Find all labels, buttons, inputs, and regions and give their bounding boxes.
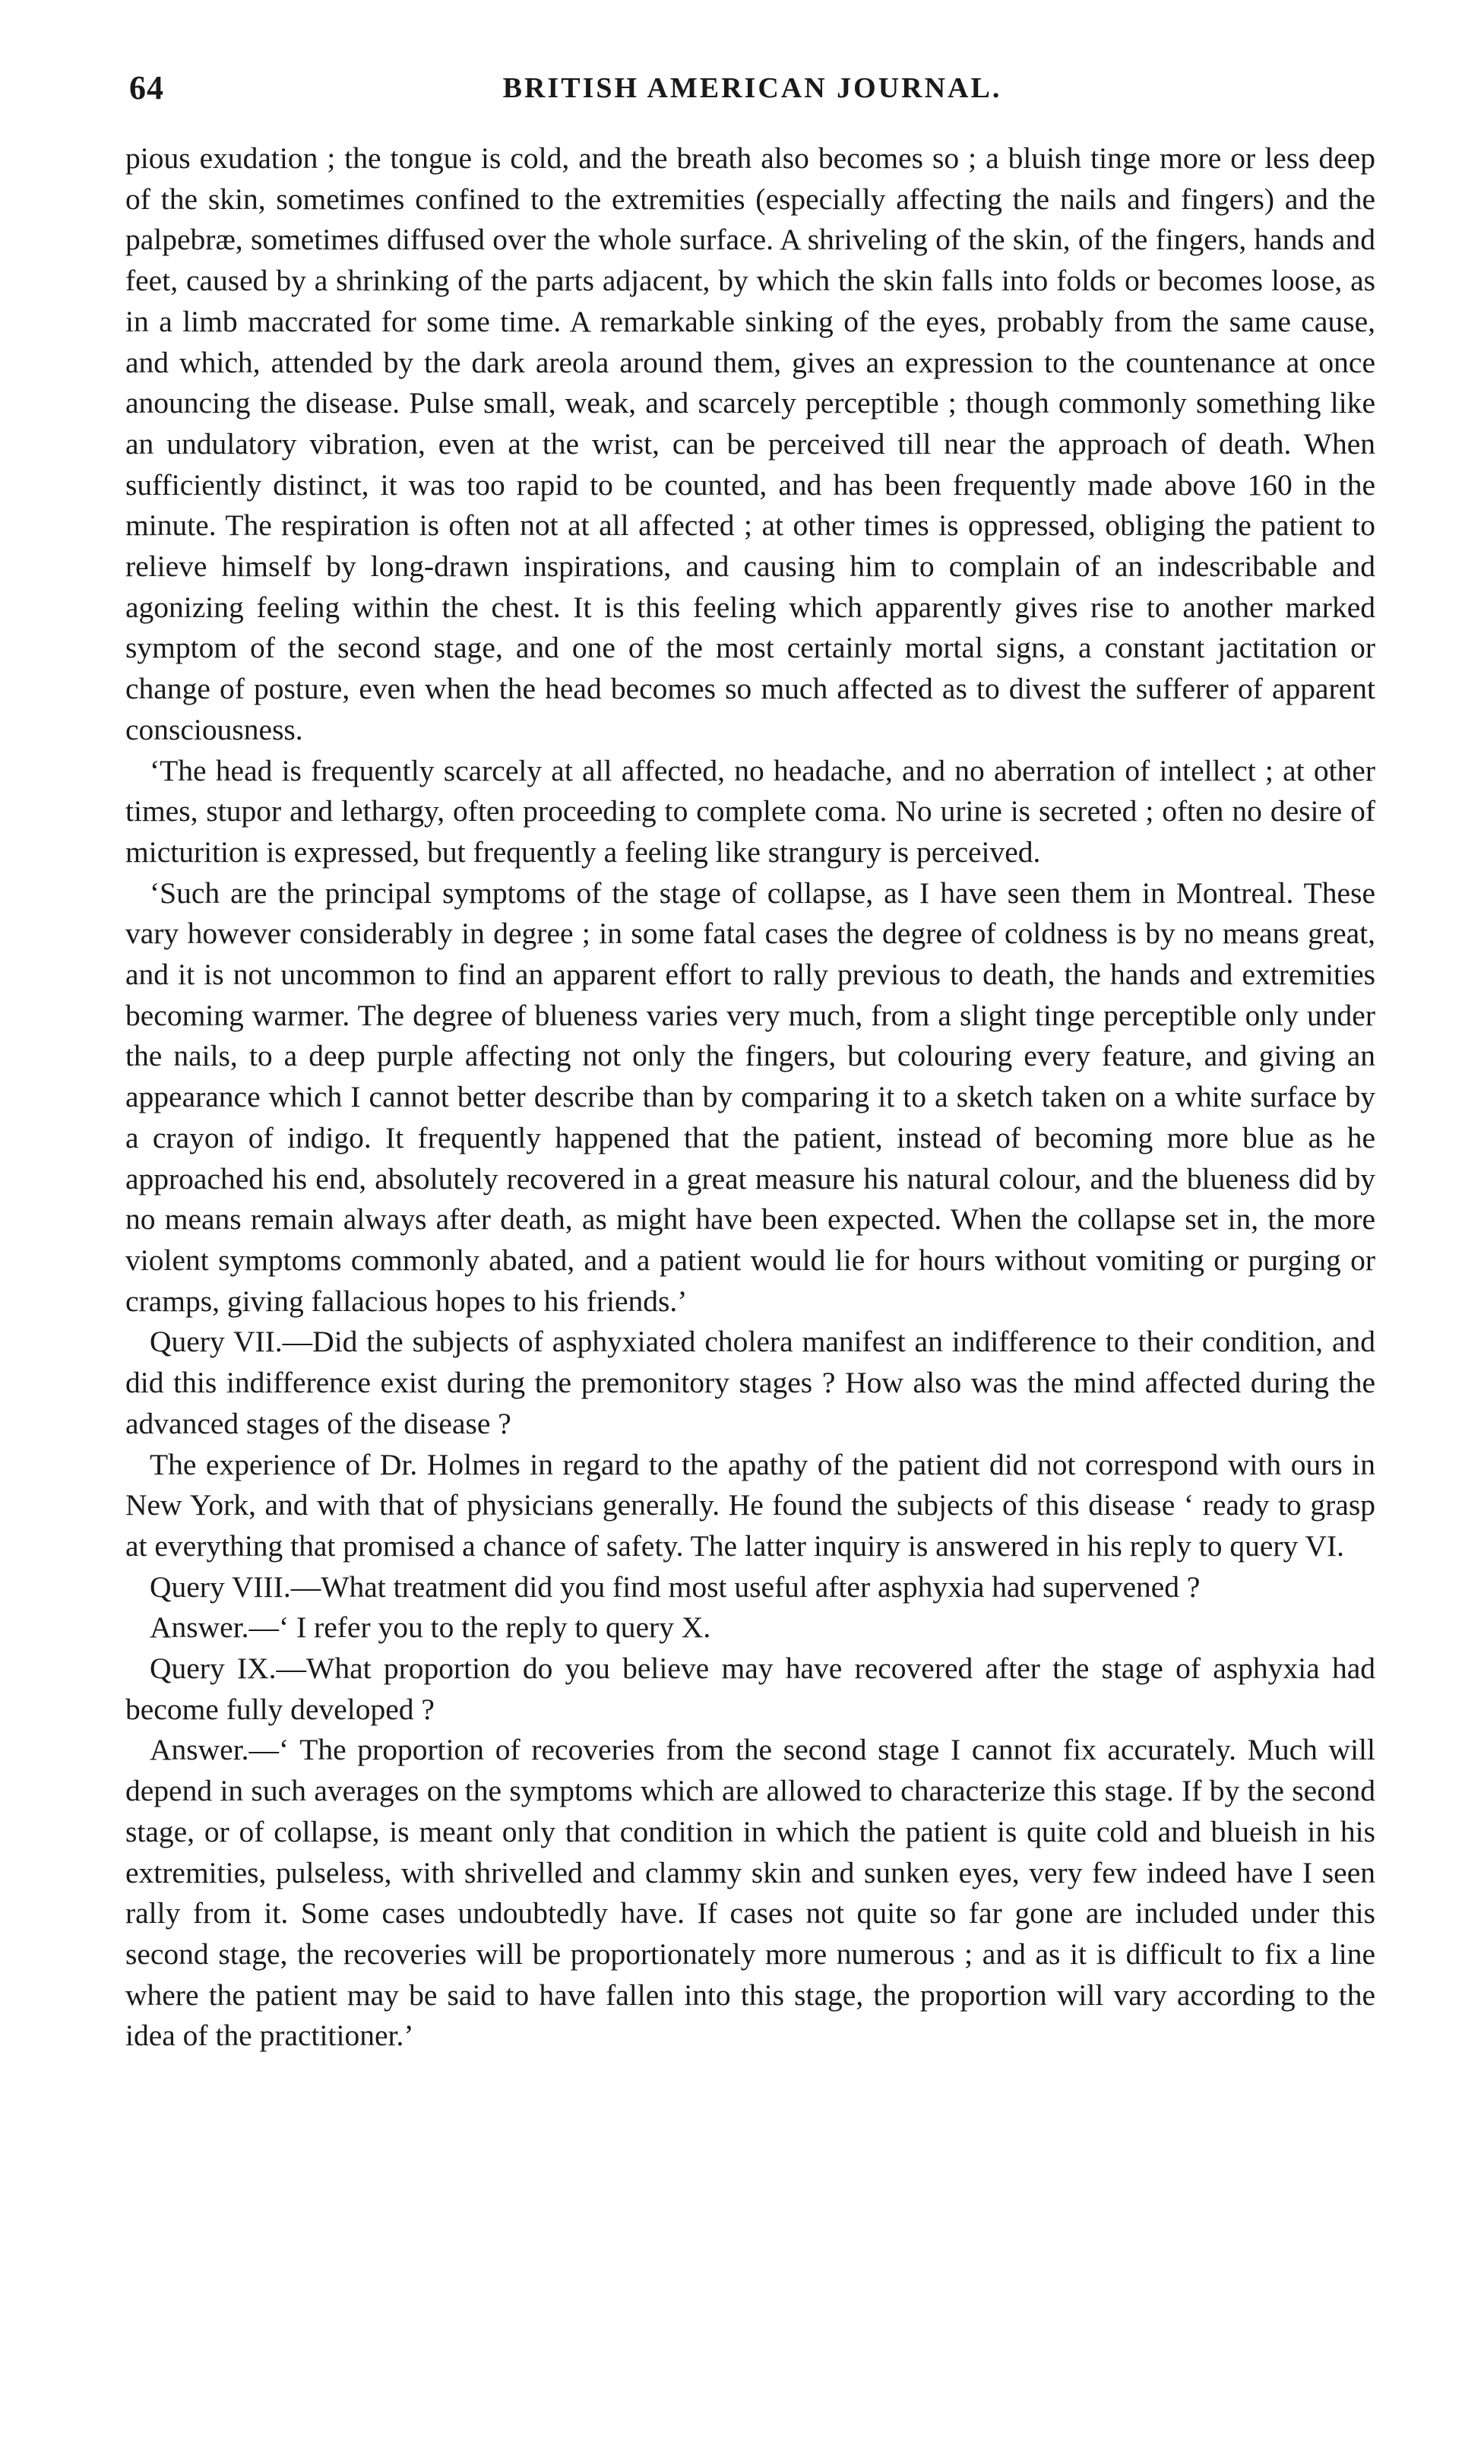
running-title: BRITISH AMERICAN JOURNAL. bbox=[502, 72, 1002, 104]
page-number: 64 bbox=[129, 69, 164, 106]
paragraph-answer-eight: Answer.—‘ I refer you to the reply to query X. bbox=[150, 1610, 711, 1645]
paragraph-head-affection: ‘The head is frequently scarcely at all affected, no headache, and no aberration of intellect ; at other times, stupor and lethargy, often proceeding to complete coma. No urine is secreted ; often no desire of micturition is expressed, but frequently a feeling like strangury is perceived. bbox=[125, 753, 1375, 869]
paragraph-collapse-symptoms: ‘Such are the principal symptoms of the stage of collapse, as I have seen them in Montreal. These vary however considerably in degree ; in some fatal cases the degree of coldness is by no means great, and it is not uncommon to find an apparent effort to rally previous to death, the hands and extremities becoming warmer. The degree of blueness varies very much, from a slight tinge perceptible only under the nails, to a deep purple affecting not only the fingers, but colouring every feature, and giving an appearance which I cannot better describe than by comparing it to a sketch taken on a white surface by a crayon of indigo. It frequently happened that the patient, instead of becoming more blue as he approached his end, absolutely recovered in a great measure his natural colour, and the blueness did by no means remain always after death, as might have been expected. When the collapse set in, the more violent symptoms commonly abated, and a patient would lie for hours without vomiting or purging or cramps, giving fallacious hopes to his friends.’ bbox=[125, 876, 1375, 1318]
paragraph-answer-nine: Answer.—‘ The proportion of recoveries from the second stage I cannot fix accurately. Much will depend in such averages on the symptoms which are allowed to characterize this stage. If by the second stage, or of collapse, is meant only that condition in which the patient is quite cold and blueish in his extremities, pulseless, with shrivelled and clammy skin and sunken eyes, very few indeed have I seen rally from it. Some cases undoubtedly have. If cases not quite so far gone are included under this second stage, the recoveries will be proportionately more numerous ; and as it is difficult to fix a line where the patient may be said to have fallen into this stage, the proportion will vary according to the idea of the practitioner.’ bbox=[125, 1733, 1375, 2053]
paragraph-query-eight: Query VIII.—What treatment did you find most useful after asphyxia had supervened ? bbox=[150, 1569, 1201, 1604]
paragraph-symptoms-continued: pious exudation ; the tongue is cold, and the breath also becomes so ; a bluish tinge more or less deep of the skin, sometimes confined to the extremities (especially affecting the nails and fingers) and the palpebræ, sometimes diffused over the whole surface. A shriveling of the skin, of the fingers, hands and feet, caused by a shrinking of the parts adjacent, by which the skin falls into folds or becomes loose, as in a limb maccrated for some time. A remarkable sinking of the eyes, probably from the same cause, and which, attended by the dark areola around them, gives an expression to the countenance at once anouncing the disease. Pulse small, weak, and scarcely perceptible ; though commonly something like an undulatory vibration, even at the wrist, can be perceived till near the approach of death. When sufficiently distinct, it was too rapid to be counted, and has been frequently made above 160 in the minute. The respiration is often not at all affected ; at other times is oppressed, obliging the patient to relieve himself by long-drawn inspirations, and causing him to complain of an indescribable and agonizing feeling within the chest. It is this feeling which apparently gives rise to another marked symptom of the second stage, and one of the most certainly mortal signs, a constant jactitation or change of posture, even when the head becomes so much affected as to divest the sufferer of apparent consciousness. bbox=[125, 141, 1375, 746]
paragraph-query-seven: Query VII.—Did the subjects of asphyxiated cholera manifest an indifference to their condition, and did this indifference exist during the premonitory stages ? How also was the mind affected during the advanced stages of the disease ? bbox=[125, 1325, 1375, 1440]
article-body bbox=[125, 138, 1375, 2057]
page-header bbox=[129, 61, 1375, 122]
paragraph-query-nine: Query IX.—What proportion do you believe may have recovered after the stage of asphyxia had become fully developed ? bbox=[125, 1652, 1375, 1726]
paragraph-holmes-experience: The experience of Dr. Holmes in regard to the apathy of the patient did not correspond with ours in New York, and with that of physicians generally. He found the subjects of this disease ‘ ready to grasp at everything that promised a chance of safety. The latter inquiry is answered in his reply to query VI. bbox=[125, 1447, 1375, 1563]
